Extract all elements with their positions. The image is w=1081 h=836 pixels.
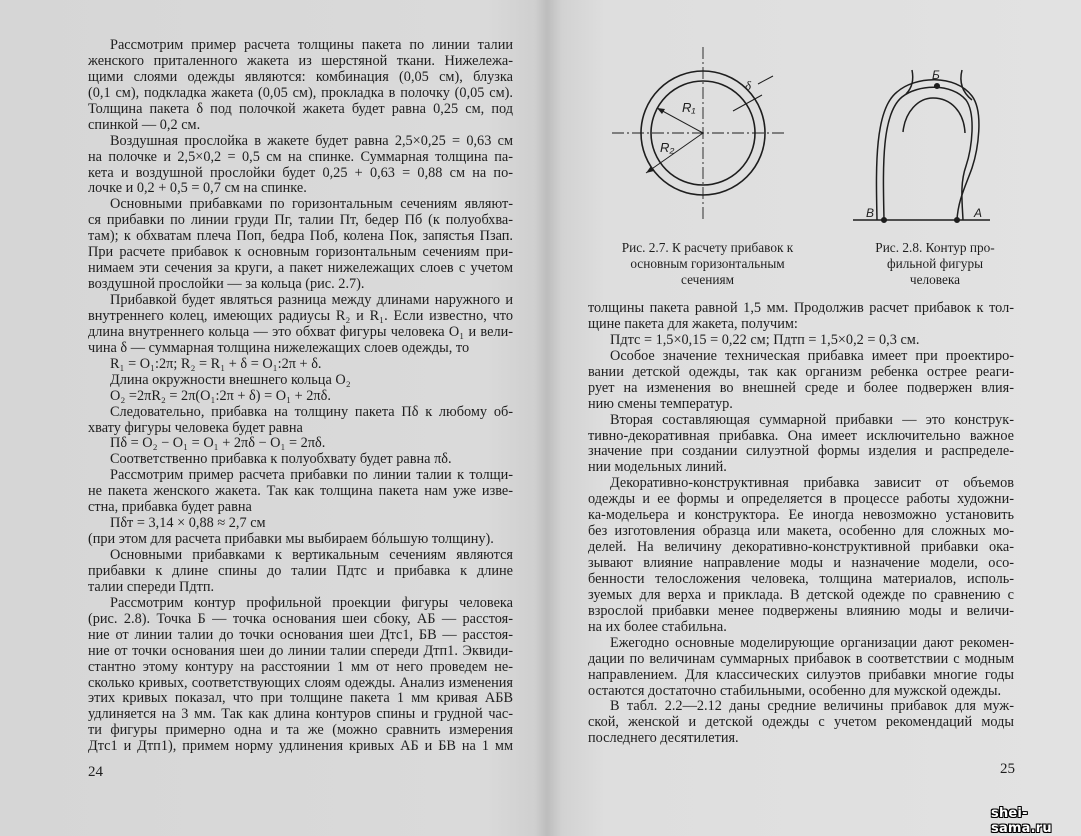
text-line: толщины пакета равной 1,5 мм. Продолжив расчет прибавок к тол- <box>588 300 1014 316</box>
text-line: делей. На величину декоративно-конструктивной прибавки ока- <box>588 539 1014 556</box>
text-line: нимаем эти сечения за круги, а пакет нижележащих слоев с учетом <box>88 260 513 277</box>
r1-arrow <box>657 108 703 133</box>
caption-line: фильной фигуры <box>886 256 984 271</box>
text-line: ка-модельера и конструктора. Ее иногда невозможно установить <box>588 507 1014 524</box>
text-line: вании детской одежды, так как организм ребенка острее реаги- <box>588 363 1014 380</box>
text-line: дации по величинам суммарных прибавок в соответствии с модным <box>588 650 1014 667</box>
page-number-right: 25 <box>1000 761 1015 777</box>
text-line: взрослой прибавки менее подвержены влиянию моды и величи- <box>588 602 1014 619</box>
caption-line: Рис. 2.7. К расчету прибавок к <box>621 240 794 255</box>
layer-contour <box>883 87 972 220</box>
label-v: В <box>866 206 875 220</box>
text-line: щими слоями одежды являются: комбинация (0,05 см), блузка <box>88 68 513 85</box>
text-line: Толщина пакета δ под полочкой жакета будет равна 0,25 см, под <box>88 100 513 117</box>
text-line: зывают влияние направление моды и назначение модели, осо- <box>588 555 1014 571</box>
text-line: нию смены температур. <box>588 395 733 412</box>
text-line: нии модельных линий. <box>588 459 727 476</box>
r1-arrowhead <box>657 108 665 114</box>
label-delta: δ <box>745 78 752 93</box>
text-line: ся прибавки по линии груди Пг, талии Пт, бедер Пб (к полуобхва- <box>88 212 513 229</box>
text-line: щине пакета для жакета, получим: <box>588 315 798 332</box>
text-line: Прибавкой будет являться разница между длинами наружного и <box>110 292 513 308</box>
text-line: Вторая составляющая суммарной прибавки — это конструк- <box>610 411 1014 428</box>
text-line: Особое значение техническая прибавка имеет при проектиро- <box>610 347 1014 364</box>
text-line: удлиняется на 3 мм. Так как длина контуров спины и грудной час- <box>88 706 513 723</box>
right-page-body <box>588 301 1014 747</box>
label-r1: R₁ <box>682 100 696 115</box>
text-line: остаются достаточно стабильными, особенно для мужской одежды. <box>588 682 1002 699</box>
text-line: одежды и ее формы и определяется в процессе работы художни- <box>588 491 1014 508</box>
text-line: Пδт = 3,14 × 0,88 ≈ 2,7 см <box>110 515 266 532</box>
text-line: прибавки к длине спины до талии Пдтс и прибавка к длине <box>88 562 513 579</box>
outer-contour <box>876 80 978 220</box>
text-line: Основными прибавками к вертикальным сечениям являются <box>110 547 513 563</box>
text-line: бенности телосложения человека, толщина материалов, исполь- <box>588 570 1014 587</box>
text-line: ние от точки основания шеи до линии талии спереди Дтп1. Эквиди- <box>88 642 513 659</box>
text-line: на их более стабильна. <box>588 618 727 635</box>
text-line: длина внутреннего кольца — это обхват фигуры человека O₁ и вели- <box>88 323 513 340</box>
text-line: В табл. 2.2—2.12 даны средние величины прибавок для муж- <box>610 698 1014 715</box>
paragraph <box>588 636 1014 700</box>
text-line: женского приталенного жакета из шерстяной ткани. Нижележа- <box>88 52 513 69</box>
watermark: shei-sama.ru <box>991 806 1052 836</box>
paragraph <box>588 413 1014 477</box>
text-line: O₂ =2πR₂ = 2π(O₁:2π + δ) = O₁ + 2πδ. <box>110 387 331 404</box>
text-line: спинкой — 0,2 см. <box>88 116 201 133</box>
text-line: этих кривых показал, что при толщине пакета 1 мм кривая АБВ <box>88 690 513 707</box>
caption-line: основным горизонтальным <box>630 256 785 271</box>
text-line: хвату фигуры человека будет равна <box>88 419 303 436</box>
text-line: (0,1 см), подкладка жакета (0,05 см), прокладка в полочку (0,05 см). <box>88 84 513 101</box>
point-a <box>955 218 960 223</box>
text-line: Основными прибавками по горизонтальным сечениям являют- <box>110 196 513 213</box>
point-b <box>935 84 940 89</box>
text-line: последнего десятилетия. <box>588 730 739 747</box>
text-line: (при этом для расчета прибавки мы выбираем бóльшую толщину). <box>88 531 494 548</box>
text-line: зуемых для верха и приклада. В детской одежде по сравнению с <box>588 586 1014 603</box>
text-line: Воздушная прослойка в жакете будет равна 2,5×0,25 = 0,63 см <box>110 132 513 149</box>
caption-line: сечениям <box>681 272 734 287</box>
text-line: Соответственно прибавка к полуобхвату будет равна πδ. <box>110 451 452 468</box>
text-line: ской, женской и детской одежды с учетом рекомендаций моды <box>588 714 1014 731</box>
text-line: кета и воздушной прослойки будет 0,25 + 0,63 = 0,88 см на по- <box>88 164 513 181</box>
paragraph <box>588 699 1014 747</box>
text-line: стантно этому контуру на расстоянии 1 мм от него проведем не- <box>88 658 513 675</box>
point-v <box>882 218 887 223</box>
text-line: Ежегодно основные моделирующие организации дают рекомен- <box>610 634 1014 651</box>
text-line: При расчете прибавок к основным горизонтальным сечениям при- <box>88 244 513 261</box>
text-line: Пδ = O₂ − O₁ = O₁ + 2πδ − O₁ = 2πδ. <box>110 435 326 452</box>
delta-pointer-out <box>758 76 773 84</box>
r2-arrowhead <box>646 166 654 173</box>
text-line: (рис. 2.8). Точка Б — точка основания шеи сбоку, АБ — расстоя- <box>88 610 513 627</box>
text-line: Пдтс = 1,5×0,15 = 0,22 см; Пдтп = 1,5×0,2 = 0,3 см. <box>610 331 920 348</box>
text-line: рует на изменения во внешней среде и более подвержен влия- <box>588 379 1014 396</box>
label-a: А <box>974 206 983 220</box>
text-line: ние от линии талии до точки основания шеи Дтс1, БВ — расстоя- <box>88 626 513 643</box>
text-line: Рассмотрим пример расчета прибавки по линии талии к толщи- <box>110 467 513 484</box>
caption-line: Рис. 2.8. Контур про- <box>875 240 995 255</box>
paragraph <box>588 301 1014 333</box>
text-line: талии спереди Пдтп. <box>88 578 215 595</box>
text-line: Рассмотрим контур профильной проекции фигуры человека <box>110 594 513 611</box>
text-line: внутреннего колец, имеющих радиусы R₂ и R₁. Если известно, что <box>88 307 513 324</box>
text-line: Следовательно, прибавка на толщину пакета Пδ к любому об- <box>110 403 513 420</box>
figure-2-7-caption <box>610 240 805 288</box>
text-line: стна, прибавка будет равна <box>88 499 252 516</box>
figure-2-8-caption <box>860 240 1010 288</box>
label-b: Б <box>932 68 940 82</box>
text-line: тивно-декоративная прибавка. Она имеет исключительно важное <box>588 427 1014 444</box>
text-line: на полочке и 2,5×0,2 = 0,5 см на спинке. Суммарная толщина па- <box>88 148 513 165</box>
text-line: там); к обхватам плеча Поп, бедра Поб, колена Пок, запястья Пзап. <box>88 228 513 245</box>
text-line: не пакета женского жакета. Так как толщина пакета нам уже изве- <box>88 483 513 500</box>
paragraph <box>588 333 1014 349</box>
text-line: Декоративно-конструктивная прибавка зависит от объемов <box>610 475 1014 492</box>
inner-contour <box>903 98 965 133</box>
text-line: значение при создании силуэтной формы изделия и распределе- <box>588 443 1014 460</box>
text-line: Рассмотрим пример расчета толщины пакета по линии талии <box>110 37 513 53</box>
figure-2-7-rings <box>612 47 787 222</box>
text-line: ти фигуры примерно одна и та же (можно сравнить измерения <box>88 722 513 739</box>
text-line: Длина окружности внешнего кольца O₂ <box>110 371 351 388</box>
text-line: чина δ — суммарная толщина нижележащих слоев одежды, то <box>88 339 470 356</box>
text-line: лочке и 0,2 + 0,5 = 0,7 см на спинке. <box>88 180 307 197</box>
text-line: воздушной прослойки — за кольца (рис. 2.7). <box>88 276 365 293</box>
page-number-left: 24 <box>88 764 103 780</box>
text-line: направлением. Для классических силуэтов прибавки многие годы <box>588 666 1014 683</box>
text-line: R₁ = O₁:2π; R₂ = R₁ + δ = O₁:2π + δ. <box>110 355 322 372</box>
text-line: Дтс1 и Дтп1), примем норму удлинения кривых АБ и БВ на 1 мм <box>88 738 513 755</box>
figure-2-8-contour <box>853 70 990 222</box>
paragraph <box>588 476 1014 635</box>
text-line: сколько кривых, соответствующих слоям одежды. Анализ изменения <box>88 674 513 691</box>
text-line: без изготовления образца или макета, особенно для сложных мо- <box>588 523 1014 540</box>
paragraph <box>588 349 1014 413</box>
caption-line: человека <box>909 272 961 287</box>
label-r2: R₂ <box>660 140 675 155</box>
